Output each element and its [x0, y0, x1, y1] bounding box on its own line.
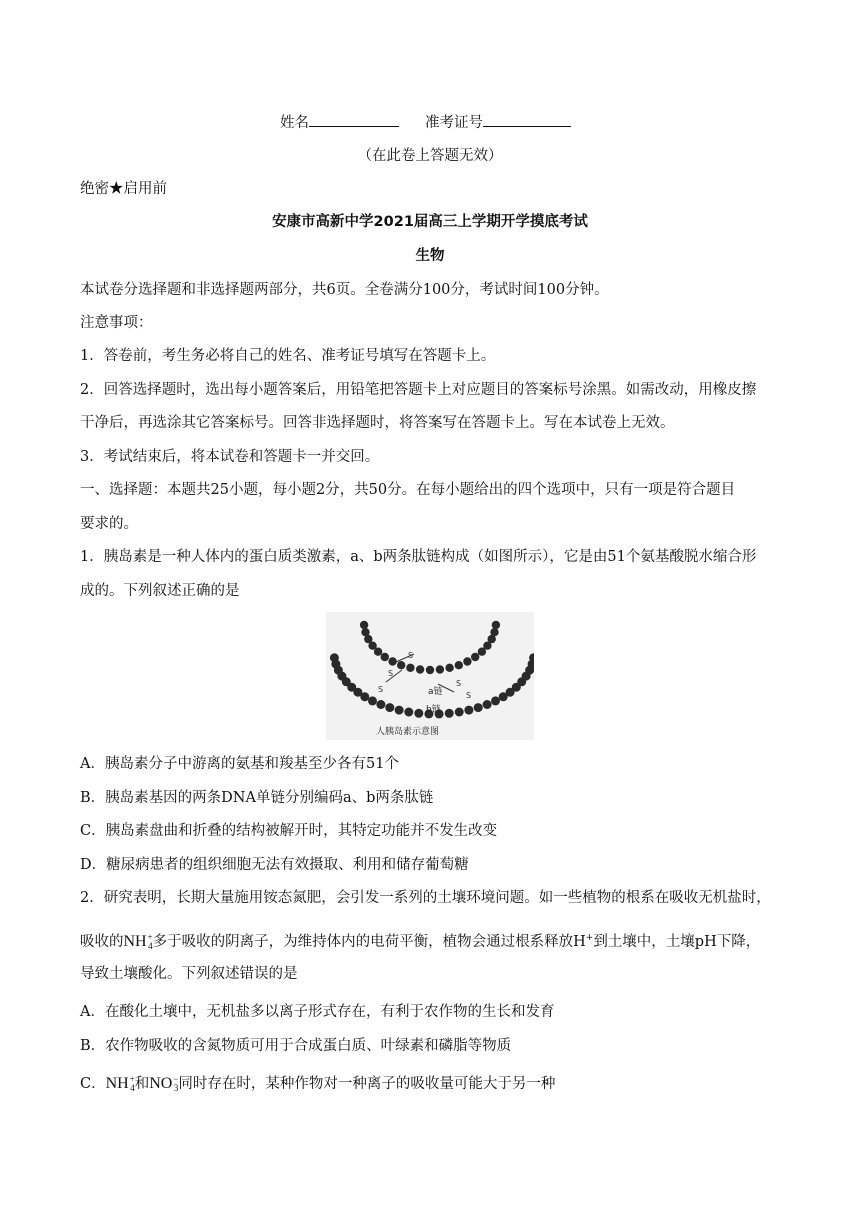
disulfide-label: S	[388, 669, 394, 678]
amino-acid-bead	[406, 664, 414, 672]
q2-stem-cont: 导致土壤酸化。下列叙述错误的是	[80, 966, 298, 982]
amino-acid-bead	[414, 709, 423, 718]
note-item: 干净后，再选涂其它答案标号。回答非选择题时，将答案写在答题卡上。写在本试卷上无效。	[80, 415, 675, 431]
amino-acid-bead	[360, 692, 369, 701]
q2-option-c	[80, 1074, 790, 1094]
hydrogen-ion-charge: +	[585, 933, 594, 943]
amino-acid-bead	[463, 657, 471, 665]
amino-acid-bead	[491, 696, 500, 705]
intro-text: 本试卷分选择题和非选择题两部分，共6页。全卷满分100分，考试时间100分钟。	[80, 282, 609, 298]
q2-text: 和	[134, 1076, 150, 1092]
figure-caption: 人胰岛素示意图	[376, 727, 440, 737]
amino-acid-bead	[474, 703, 483, 712]
note-item: 1．答卷前，考生务必将自己的姓名、准考证号填写在答题卡上。	[80, 348, 496, 364]
ammonium-ion: NH + 4	[123, 931, 153, 951]
amino-acid-bead	[490, 628, 498, 636]
amino-acid-bead	[464, 706, 473, 715]
amino-acid-bead	[436, 665, 444, 673]
amino-acid-bead	[360, 621, 368, 629]
note-item: 2．回答选择题时，选出每小题答案后，用铅笔把答题卡上对应题目的答案标号涂黑。如需改动，用橡皮擦	[80, 382, 757, 398]
insulin-diagram	[326, 612, 534, 740]
amino-acid-bead	[426, 666, 434, 674]
q2-text: 同时存在时，某种作物对一种离子的吸收量可能大于另一种	[178, 1076, 556, 1092]
name-label: 姓名	[280, 115, 309, 131]
amino-acid-bead	[395, 706, 404, 715]
q2-option-b: B．农作物吸收的含氮物质可用于合成蛋白质、叶绿素和磷脂等物质	[80, 1038, 512, 1054]
amino-acid-bead	[455, 661, 463, 669]
nitrate-ion: NO − 3	[149, 1074, 179, 1093]
amino-acid-bead	[471, 653, 479, 661]
amino-acid-bead	[455, 708, 464, 717]
section-heading-cont: 要求的。	[80, 516, 138, 532]
q1-option-c: C．胰岛素盘曲和折叠的结构被解开时，其特定功能并不发生改变	[80, 823, 498, 839]
exam-id-label: 准考证号	[425, 115, 483, 131]
chain-b-label: b链	[426, 705, 441, 715]
q1-stem: 1．胰岛素是一种人体内的蛋白质类激素，a、b两条肽链构成（如图所示），它是由51个氨基酸脱水缩合形	[80, 549, 757, 565]
q1-option-b: B．胰岛素基因的两条DNA单链分别编码a、b两条肽链	[80, 790, 434, 806]
exam-id-blank	[483, 112, 571, 127]
amino-acid-bead	[385, 703, 394, 712]
candidate-info-row	[280, 112, 790, 133]
amino-acid-bead	[388, 657, 396, 665]
amino-acid-bead	[376, 700, 385, 709]
chain-a-label: a链	[428, 687, 443, 697]
amino-acid-bead	[445, 709, 454, 718]
q2-text: 到土壤中，土壤pH下降，	[593, 933, 761, 950]
amino-acid-bead	[381, 653, 389, 661]
amino-acid-bead	[374, 648, 382, 656]
q1-stem-cont: 成的。下列叙述正确的是	[80, 583, 240, 599]
section-heading: 一、选择题：本题共25小题，每小题2分，共50分。在每小题给出的四个选项中，只有一项是符合题目	[80, 482, 736, 498]
disulfide-label: S	[466, 691, 472, 700]
q2-text: 多于吸收的阴离子，为维持体内的电荷平衡，植物会通过根系释放H	[152, 933, 586, 950]
q2-stem-cont	[80, 928, 790, 952]
amino-acid-bead	[416, 665, 424, 673]
amino-acid-bead	[368, 696, 377, 705]
name-blank	[309, 112, 399, 127]
amino-acid-bead	[483, 700, 492, 709]
exam-title: 安康市高新中学2021届高三上学期开学摸底考试	[272, 214, 588, 230]
option-label: C．	[80, 1076, 106, 1092]
ammonium-ion: NH + 4	[105, 1074, 135, 1093]
disulfide-label: S	[408, 651, 414, 660]
disulfide-label: S	[378, 685, 384, 694]
q2-option-a: A．在酸化土壤中，无机盐多以离子形式存在，有利于农作物的生长和发育	[80, 1004, 555, 1020]
subject-title: 生物	[415, 248, 445, 264]
q1-option-d: D．糖尿病患者的组织细胞无法有效摄取、利用和储存葡萄糖	[80, 857, 469, 873]
q2-text: 吸收的	[80, 933, 124, 950]
notes-heading: 注意事项：	[80, 315, 153, 331]
amino-acid-bead	[397, 661, 405, 669]
secret-label: 绝密★启用前	[80, 181, 167, 197]
amino-acid-bead	[492, 621, 500, 629]
invalid-note: （在此卷上答题无效）	[357, 148, 503, 164]
amino-acid-bead	[404, 708, 413, 717]
disulfide-label: S	[456, 679, 462, 688]
note-item: 3．考试结束后，将本试卷和答题卡一并交回。	[80, 449, 380, 465]
q2-stem: 2．研究表明，长期大量施用铵态氮肥，会引发一系列的土壤环境问题。如一些植物的根系在吸收无机盐时，	[80, 890, 771, 906]
amino-acid-bead	[445, 664, 453, 672]
q1-option-a: A．胰岛素分子中游离的氨基和羧基至少各有51个	[80, 756, 399, 772]
